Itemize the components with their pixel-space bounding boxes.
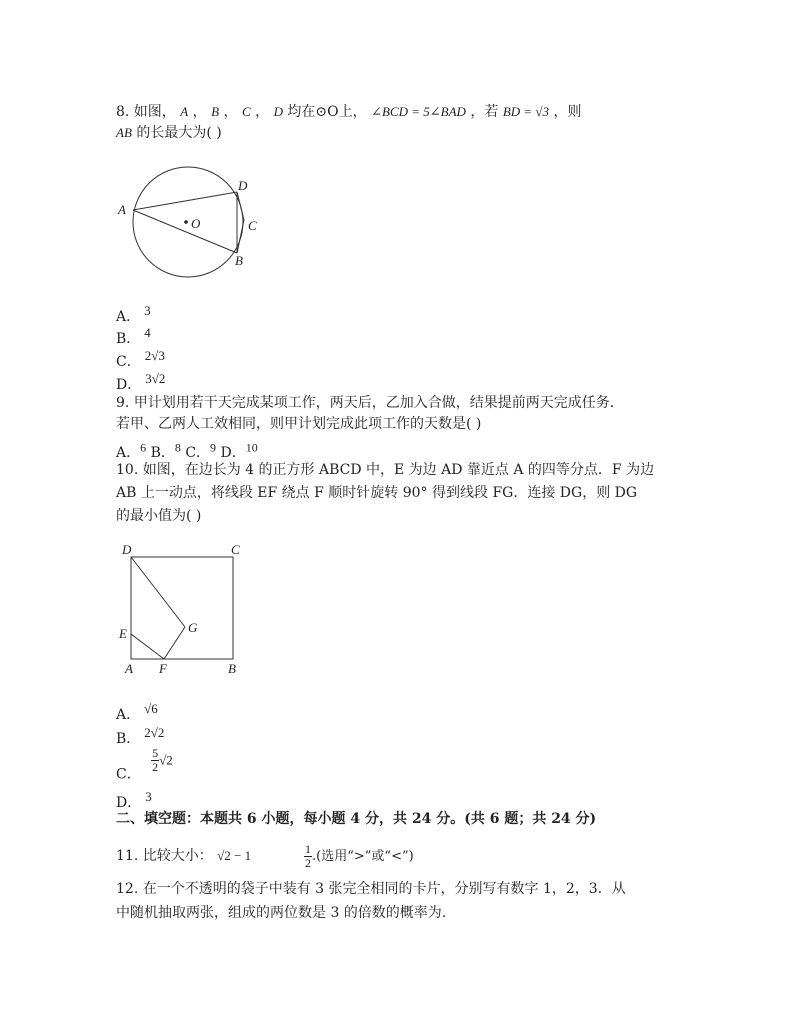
q8-option-b[interactable]: B． 4 [116, 325, 151, 347]
fraction-1-2: $\frac{1}{2}$ [305, 841, 312, 870]
q8-option-c[interactable]: C． 2√3 [116, 348, 165, 370]
q8-prefix: 8. 如图， [116, 104, 176, 120]
q10-option-a[interactable]: A． √6 [116, 701, 158, 723]
segment-cb [237, 220, 244, 253]
q11-expr: √2 − 1 [217, 848, 252, 863]
circle-o [133, 167, 243, 277]
q9-option-c[interactable]: C．9 [185, 440, 217, 461]
label-c: C [248, 218, 257, 233]
q11-line: 11. 比较大小： √2 − 1 $\frac{1}{2}$ .(选用“>”或“<”) [116, 841, 414, 870]
fraction-5-2: $\frac{5}{2}$ [152, 746, 159, 774]
q12-line2: 中随机抽取两张，组成的两位数是 3 的倍数的概率为. [116, 905, 447, 921]
q9-option-a[interactable]: A．6 [116, 440, 147, 461]
segment-fg [164, 627, 185, 659]
q9-line1: 9. 甲计划用若干天完成某项工作，两天后，乙加入合做，结果提前两天完成任务． [116, 395, 624, 411]
q8-condition: ∠BCD = 5∠BAD [371, 104, 466, 119]
q10-option-d[interactable]: D． 3 [116, 789, 152, 811]
q8-option-a[interactable]: A． 3 [116, 303, 151, 325]
q10-line1: 10. 如图，在边长为 4 的正方形 ABCD 中，E 为边 AD 靠近点 A 的四等分点．F 为边 [116, 462, 655, 478]
label-e: E [119, 626, 127, 641]
label-a: A [118, 202, 126, 217]
label-c: C [231, 542, 240, 557]
q10-square-figure [113, 540, 253, 680]
label-a: A [125, 661, 133, 676]
q8-circle-figure [113, 160, 263, 290]
label-o: O [191, 216, 201, 231]
q10-option-c[interactable]: C． $\frac{5}{2}$ √2 [116, 746, 173, 783]
segment-ab [133, 210, 237, 253]
q10-line2: AB 上一动点，将线段 EF 绕点 F 顺时针旋转 90° 得到线段 FG．连接 DG，则 DG [116, 485, 638, 501]
q9-option-b[interactable]: B．8 [150, 440, 181, 461]
label-b: B [235, 253, 243, 268]
segment-dc [237, 192, 244, 220]
q8-seg: AB [116, 125, 132, 140]
q12-line1: 12. 在一个不透明的袋子中装有 3 张完全相同的卡片，分别写有数字 1，2，3．从 [116, 881, 626, 897]
q8-on-circle: 均在⊙O上， [287, 104, 367, 120]
label-d: D [122, 542, 132, 557]
square-abcd [131, 557, 233, 659]
q8-line2: AB 的长最大为( ) [116, 125, 222, 141]
point-a: A [180, 104, 189, 119]
point-b: B [211, 104, 220, 119]
center-dot [184, 220, 188, 224]
q8-option-d[interactable]: D． 3√2 [116, 371, 166, 393]
q9-options [116, 438, 258, 462]
segment-ad [133, 192, 237, 210]
q9-line2: 若甲、乙两人工效相同，则甲计划完成此项工作的天数是( ) [116, 416, 482, 432]
point-d: D [273, 104, 283, 119]
label-b: B [228, 661, 236, 676]
q9-option-d[interactable]: D．10 [220, 440, 258, 461]
section2-title: 二、填空题：本题共 6 小题，每小题 4 分，共 24 分。(共 6 题；共 24 分) [116, 811, 597, 827]
label-g: G [188, 620, 198, 635]
segment-ef [131, 634, 164, 659]
label-d: D [238, 178, 248, 193]
label-f: F [159, 661, 167, 676]
point-c: C [241, 104, 251, 119]
q10-line3: 的最小值为( ) [116, 508, 202, 524]
q8-line1: 8. 如图， A ， B ， C ， D 均在⊙O上， ∠BCD = 5∠BAD ，若 BD = √3 ，则 [116, 104, 582, 120]
segment-dg [131, 557, 185, 627]
q8-bd: BD = √3 [502, 104, 550, 119]
q10-option-b[interactable]: B． 2√2 [116, 725, 165, 747]
